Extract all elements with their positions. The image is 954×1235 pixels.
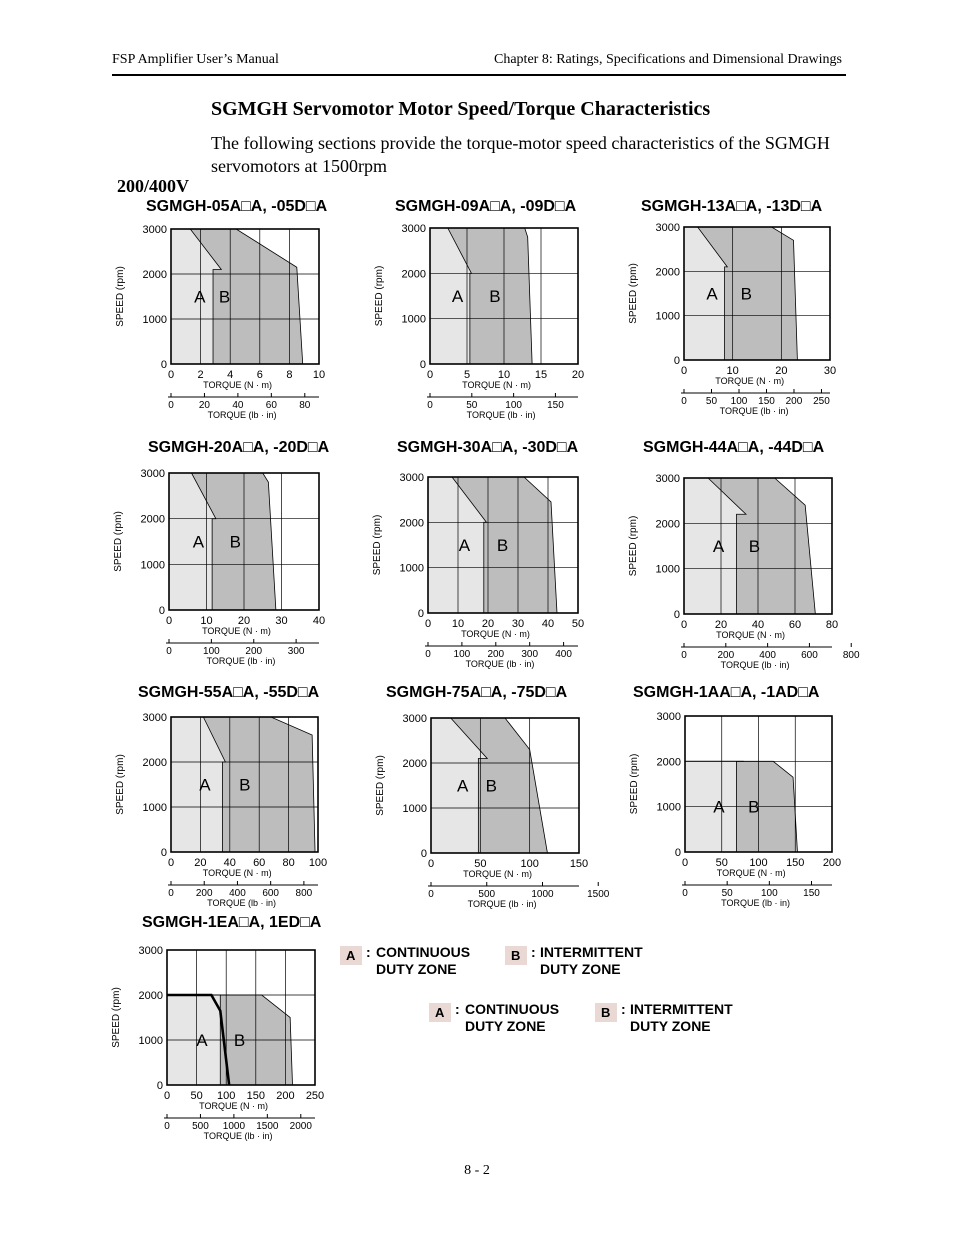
chart-8-speed-tick: 0 (420, 848, 427, 860)
chart-9-speed-tick: 1000 (656, 801, 681, 814)
chart-9-speed-tick: 3000 (656, 711, 681, 723)
chart-4-title: SGMGH-20A□A, -20D□A (148, 439, 330, 456)
chart-9-lbin-tick: 150 (803, 888, 820, 899)
chart-7-nm-tick: 80 (282, 857, 295, 869)
chart-7-lbin-tick: 0 (168, 888, 174, 899)
chart-3-nm-tick: 20 (775, 365, 788, 377)
chart-3-speed-tick: 1000 (655, 310, 680, 323)
chart-3-lbin-tick: 150 (758, 396, 775, 407)
header-chapter-title: Chapter 8: Ratings, Specifications and Dimensional Drawings (494, 52, 842, 67)
chart-5-xlabel-lbin: TORQUE (lb · in) (465, 659, 535, 669)
chart-7-speed-tick: 1000 (142, 802, 167, 814)
chart-9-lbin-tick: 50 (721, 888, 733, 899)
chart-3-nm-tick: 0 (680, 365, 688, 377)
chart-5-label-a: A (458, 536, 471, 555)
section-title: SGMGH Servomotor Motor Speed/Torque Characteristics (211, 98, 711, 120)
chart-3-lbin-tick: 0 (681, 396, 687, 407)
chart-8-speed-tick: 1000 (402, 803, 427, 815)
chart-2-lbin-tick: 50 (466, 400, 478, 411)
chart-7-speed-tick: 3000 (142, 712, 167, 724)
chart-7-nm-tick: 100 (308, 857, 328, 869)
chart-1-ylabel: SPEED (rpm) (115, 266, 126, 327)
chart-7-speed-tick: 2000 (142, 757, 167, 769)
chart-9-title: SGMGH-1AA□A, -1AD□A (633, 684, 820, 701)
chart-2-speed-tick: 2000 (401, 268, 426, 281)
legend-1-b-text-1: INTERMITTENT (540, 944, 643, 960)
chart-5-nm-tick: 30 (511, 618, 525, 630)
chart-5-lbin-tick: 100 (453, 649, 471, 660)
chart-7-xlabel-lbin: TORQUE (lb · in) (207, 898, 276, 908)
legend-2-b-colon: : (621, 1001, 626, 1017)
chart-9-nm-tick: 0 (681, 857, 689, 869)
section-intro: The following sections provide the torque-motor speed characteristics of the SGMGH servomotors at 1500rpm (211, 133, 830, 176)
chart-6-speed-tick: 3000 (655, 473, 680, 485)
chart-10-nm-tick: 200 (276, 1090, 295, 1102)
chart-4-nm-tick: 30 (275, 615, 288, 627)
chart-2-nm-tick: 15 (534, 369, 548, 381)
chart-5-speed-tick: 2000 (399, 517, 424, 530)
chart-3-title: SGMGH-13A□A, -13D□A (641, 198, 823, 215)
chart-3-ylabel: SPEED (rpm) (628, 263, 639, 324)
chart-9-ylabel: SPEED (rpm) (629, 753, 640, 815)
chart-9-speed-tick: 0 (674, 847, 681, 859)
chart-2-ylabel: SPEED (rpm) (374, 265, 385, 327)
chart-6-title: SGMGH-44A□A, -44D□A (643, 439, 825, 456)
chart-6-xlabel-lbin: TORQUE (lb · in) (720, 660, 790, 670)
chart-2-xlabel-lbin: TORQUE (lb · in) (466, 410, 536, 420)
legend-2-b-text-1: INTERMITTENT (630, 1001, 733, 1017)
chart-2-lbin-tick: 100 (505, 400, 522, 411)
chart-8-label-b: B (485, 776, 498, 796)
chart-8-xlabel-nm: TORQUE (N · m) (463, 869, 533, 879)
chart-5-ylabel: SPEED (rpm) (372, 514, 383, 576)
chart-2-speed-tick: 3000 (401, 223, 426, 235)
chart-10-nm-tick: 100 (217, 1090, 236, 1102)
chart-1-nm-tick: 4 (227, 369, 234, 381)
chart-6-speed-tick: 1000 (655, 563, 680, 576)
chart-3-xlabel-nm: TORQUE (N · m) (715, 376, 785, 386)
chart-1-nm-tick: 0 (167, 369, 175, 381)
chart-7-lbin-tick: 400 (229, 888, 246, 899)
chart-2-nm-tick: 20 (571, 369, 585, 381)
chart-8-title: SGMGH-75A□A, -75D□A (386, 684, 568, 701)
chart-10-lbin-tick: 2000 (289, 1121, 312, 1132)
chart-10-xlabel-nm: TORQUE (N · m) (199, 1101, 269, 1111)
chart-1-xlabel-lbin: TORQUE (lb · in) (207, 410, 277, 420)
chart-7-nm-tick: 40 (223, 857, 236, 869)
chart-2-label-a: A (451, 287, 464, 306)
chart-6-lbin-tick: 400 (759, 650, 776, 661)
chart-10-nm-tick: 250 (305, 1090, 325, 1102)
chart-8-xlabel-lbin: TORQUE (lb · in) (467, 899, 537, 909)
chart-1-nm-tick: 8 (286, 369, 293, 381)
chart-10-label-b: B (233, 1031, 246, 1050)
chart-4-ylabel: SPEED (rpm) (113, 511, 124, 572)
legend-2-b-text-2: DUTY ZONE (630, 1018, 711, 1034)
chart-6-speed-tick: 0 (673, 609, 680, 621)
chart-9-nm-tick: 50 (715, 857, 728, 869)
chart-5-nm-tick: 50 (571, 618, 585, 630)
chart-6-lbin-tick: 800 (842, 650, 860, 661)
chart-9-nm-tick: 150 (786, 857, 805, 869)
chart-8-nm-tick: 100 (520, 858, 539, 870)
chart-6-ylabel: SPEED (rpm) (628, 515, 639, 577)
chart-10-speed-tick: 3000 (138, 945, 163, 957)
chart-9-lbin-tick: 100 (760, 888, 778, 899)
chart-9-label-b: B (748, 797, 760, 817)
chart-4-speed-tick: 2000 (140, 513, 165, 526)
chart-2-lbin-tick: 150 (547, 400, 564, 411)
chart-6-label-b: B (748, 537, 761, 556)
chart-8-speed-tick: 3000 (402, 713, 427, 725)
chart-6-lbin-tick: 0 (681, 650, 687, 661)
chart-4-xlabel-lbin: TORQUE (lb · in) (206, 656, 276, 666)
chart-1-xlabel-nm: TORQUE (N · m) (203, 380, 273, 390)
chart-6-label-a: A (712, 537, 725, 556)
chart-7-title: SGMGH-55A□A, -55D□A (138, 684, 320, 701)
chart-4-label-b: B (229, 532, 241, 552)
chart-5-lbin-tick: 0 (425, 649, 431, 660)
chart-9-label-a: A (713, 797, 725, 817)
legend-2-a-letter: A (435, 1005, 445, 1020)
chart-10-nm-tick: 50 (190, 1090, 203, 1102)
chart-4-speed-tick: 0 (158, 605, 165, 617)
chart-1-speed-tick: 1000 (142, 314, 167, 326)
chart-3-lbin-tick: 50 (705, 396, 718, 407)
chart-9-speed-tick: 2000 (656, 756, 681, 769)
legend-1-b-text-2: DUTY ZONE (540, 961, 621, 977)
chart-3-lbin-tick: 100 (730, 396, 748, 407)
legend-2-a-colon: : (455, 1001, 460, 1017)
chart-1-speed-tick: 0 (160, 359, 167, 371)
chart-3-nm-tick: 10 (726, 365, 739, 377)
chart-6-nm-tick: 80 (825, 619, 839, 631)
legend-1-b-colon: : (531, 944, 536, 960)
chart-4-xlabel-nm: TORQUE (N · m) (202, 626, 271, 636)
legend-1-a-text-2: DUTY ZONE (376, 961, 457, 977)
chart-8-label-a: A (457, 776, 469, 796)
chart-10-xlabel-lbin: TORQUE (lb · in) (203, 1131, 273, 1141)
chart-10-speed-tick: 1000 (138, 1035, 163, 1047)
chart-4-nm-tick: 20 (237, 615, 251, 627)
chart-8-ylabel: SPEED (rpm) (375, 755, 386, 816)
chart-8-speed-tick: 2000 (402, 758, 427, 770)
chart-1-lbin-tick: 40 (232, 400, 244, 411)
chart-10-ylabel: SPEED (rpm) (111, 987, 122, 1048)
chart-8-nm-tick: 0 (427, 858, 435, 870)
chart-7-nm-tick: 60 (253, 857, 266, 869)
chart-5-speed-tick: 3000 (399, 472, 424, 484)
chart-4-lbin-tick: 100 (203, 646, 220, 657)
chart-10-lbin-tick: 0 (164, 1121, 170, 1132)
voltage-label: 200/400V (117, 176, 189, 196)
chart-2-label-b: B (489, 287, 501, 306)
chart-10-lbin-tick: 1500 (256, 1121, 279, 1132)
chart-5-speed-tick: 0 (417, 608, 424, 620)
chart-5-lbin-tick: 200 (487, 649, 505, 660)
chart-6-speed-tick: 2000 (655, 518, 680, 531)
chart-10-lbin-tick: 500 (192, 1121, 209, 1132)
chart-8-lbin-tick: 0 (428, 889, 434, 900)
chart-9-xlabel-lbin: TORQUE (lb · in) (721, 898, 790, 908)
chart-4-nm-tick: 10 (200, 615, 213, 627)
chart-7-speed-tick: 0 (160, 847, 167, 859)
chart-3-label-b: B (740, 284, 752, 304)
chart-1-lbin-tick: 0 (168, 400, 174, 411)
chart-5-speed-tick: 1000 (399, 562, 424, 575)
page-number: 8 - 2 (464, 1163, 490, 1178)
chart-1-label-a: A (194, 287, 206, 307)
chart-1-speed-tick: 2000 (142, 269, 167, 281)
chart-8-lbin-tick: 500 (478, 889, 496, 900)
chart-1-lbin-tick: 60 (265, 400, 277, 411)
chart-3-speed-tick: 3000 (655, 222, 680, 234)
chart-5-nm-tick: 0 (424, 618, 432, 630)
chart-5-lbin-tick: 300 (521, 649, 539, 660)
legend-1-b-letter: B (511, 948, 521, 963)
chart-10-title: SGMGH-1EA□A, 1ED□A (142, 914, 322, 931)
chart-1-speed-tick: 3000 (142, 224, 167, 236)
chart-6-nm-tick: 60 (788, 619, 802, 631)
legend-2-a-text-2: DUTY ZONE (465, 1018, 546, 1034)
chart-3-label-a: A (706, 284, 718, 304)
chart-7-lbin-tick: 800 (295, 888, 313, 899)
chart-9-nm-tick: 100 (749, 857, 768, 869)
chart-5-nm-tick: 20 (481, 618, 495, 630)
chart-5-title: SGMGH-30A□A, -30D□A (397, 439, 579, 456)
chart-10-nm-tick: 150 (246, 1090, 265, 1102)
legend-1-a-colon: : (366, 944, 371, 960)
chart-10-lbin-tick: 1000 (222, 1121, 246, 1132)
chart-2-xlabel-nm: TORQUE (N · m) (462, 380, 532, 390)
chart-1-lbin-tick: 80 (299, 400, 311, 411)
chart-2-lbin-tick: 0 (427, 400, 433, 411)
chart-5-nm-tick: 10 (451, 618, 465, 630)
chart-7-lbin-tick: 600 (262, 888, 280, 899)
chart-6-xlabel-nm: TORQUE (N · m) (716, 630, 786, 640)
chart-1-nm-tick: 2 (197, 369, 204, 381)
chart-3-xlabel-lbin: TORQUE (lb · in) (719, 406, 789, 416)
chart-10-label-a: A (196, 1031, 208, 1050)
chart-3-lbin-tick: 200 (785, 396, 803, 407)
chart-9-nm-tick: 200 (822, 857, 842, 869)
legend-2-b-letter: B (601, 1005, 611, 1020)
chart-7-lbin-tick: 200 (195, 888, 213, 899)
chart-7-xlabel-nm: TORQUE (N · m) (202, 868, 272, 878)
legend-2-a-text-1: CONTINUOUS (465, 1001, 560, 1017)
chart-3-nm-tick: 30 (823, 365, 837, 377)
chart-2-speed-tick: 0 (419, 359, 426, 371)
chart-8-nm-tick: 50 (474, 858, 487, 870)
chart-2-title: SGMGH-09A□A, -09D□A (395, 198, 577, 215)
chart-10-nm-tick: 0 (163, 1090, 171, 1102)
chart-3-speed-tick: 0 (673, 355, 680, 367)
chart-7-label-a: A (199, 775, 211, 795)
chart-1-label-b: B (218, 287, 231, 307)
chart-7-nm-tick: 20 (194, 857, 207, 869)
chart-1-nm-tick: 10 (312, 369, 326, 381)
chart-5-xlabel-nm: TORQUE (N · m) (461, 629, 530, 639)
chart-4-lbin-tick: 300 (287, 646, 305, 657)
chart-2-speed-tick: 1000 (401, 313, 426, 326)
chart-4-nm-tick: 40 (312, 615, 326, 627)
chart-4-speed-tick: 3000 (140, 468, 165, 480)
chart-8-lbin-tick: 1000 (531, 889, 554, 900)
chart-8-nm-tick: 150 (569, 858, 589, 870)
chart-2-nm-tick: 0 (426, 369, 434, 381)
chart-9-lbin-tick: 0 (682, 888, 688, 899)
chart-1-nm-tick: 6 (256, 369, 263, 381)
chart-2-nm-tick: 10 (497, 369, 511, 381)
chart-6-nm-tick: 40 (751, 619, 765, 631)
chart-9-xlabel-nm: TORQUE (N · m) (716, 868, 786, 878)
legend-1-a-text-1: CONTINUOUS (376, 944, 471, 960)
chart-5-lbin-tick: 400 (555, 649, 572, 660)
chart-4-speed-tick: 1000 (140, 559, 165, 572)
chart-10-speed-tick: 2000 (138, 990, 163, 1002)
chart-6-nm-tick: 0 (680, 619, 688, 631)
chart-3-speed-tick: 2000 (655, 266, 680, 279)
chart-6-lbin-tick: 600 (801, 650, 818, 661)
chart-4-label-a: A (192, 532, 205, 552)
chart-4-lbin-tick: 0 (166, 646, 172, 657)
chart-7-label-b: B (239, 775, 251, 795)
chart-5-label-b: B (496, 536, 509, 555)
chart-4-nm-tick: 0 (165, 615, 173, 627)
chart-7-nm-tick: 0 (167, 857, 175, 869)
chart-7-ylabel: SPEED (rpm) (115, 754, 126, 815)
chart-1-title: SGMGH-05A□A, -05D□A (146, 198, 328, 215)
chart-10-speed-tick: 0 (156, 1080, 163, 1092)
header-manual-title: FSP Amplifier User’s Manual (112, 52, 279, 67)
legend-1-a-letter: A (346, 948, 356, 963)
chart-6-lbin-tick: 200 (717, 650, 735, 661)
chart-3-lbin-tick: 250 (813, 396, 830, 407)
chart-5-nm-tick: 40 (541, 618, 555, 630)
chart-8-lbin-tick: 1500 (587, 889, 610, 900)
chart-4-lbin-tick: 200 (245, 646, 263, 657)
chart-6-nm-tick: 20 (714, 619, 728, 631)
chart-1-lbin-tick: 20 (198, 400, 211, 411)
chart-2-nm-tick: 5 (463, 369, 471, 381)
